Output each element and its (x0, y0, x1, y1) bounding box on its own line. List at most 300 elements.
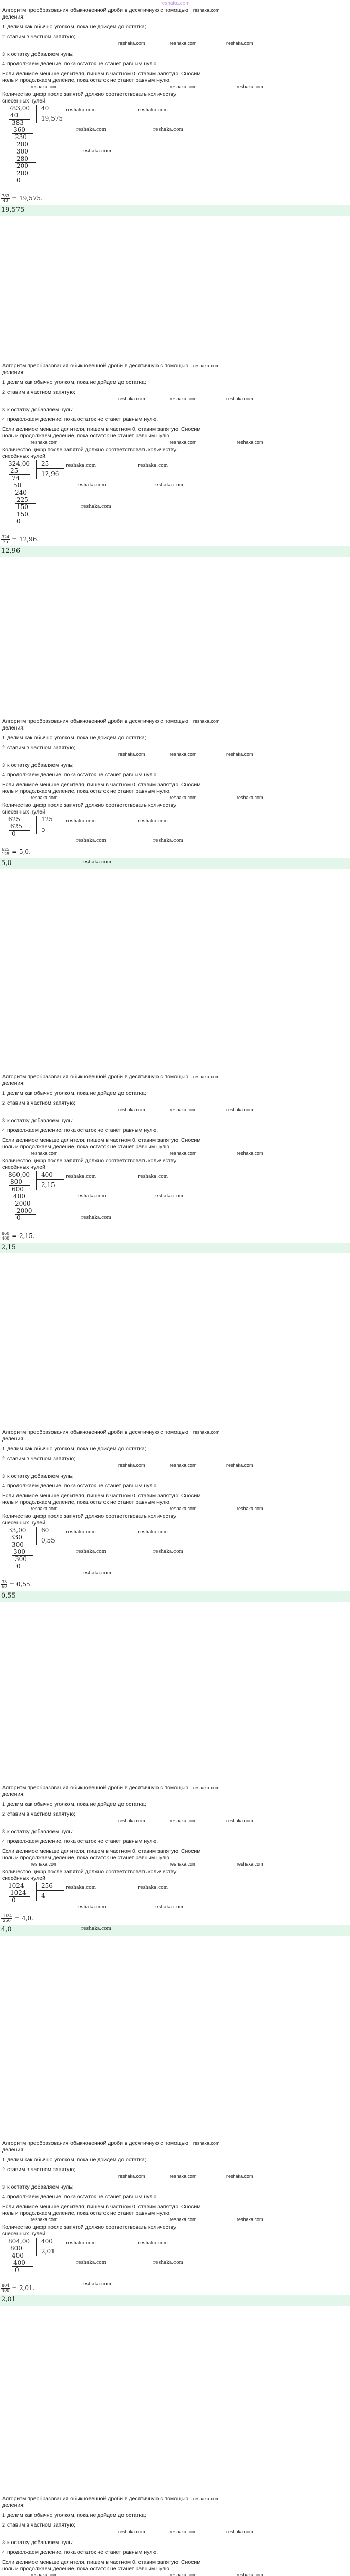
count-line-1: Количество цифр после запятой должно соответствовать количеству (2, 91, 177, 97)
watermark: reshaka.com (170, 2173, 197, 2179)
answer-highlight (0, 858, 350, 869)
rule-line-1: Если делимое меньше делителя, пишем в частном 0, ставим запятую. Сносим (2, 2558, 201, 2565)
denominator: 256 (3, 1918, 11, 1923)
division-bar (36, 816, 37, 834)
watermark: reshaka.com (31, 2572, 58, 2576)
step-marker: 4 (2, 772, 5, 777)
count-line-2: снесённых нулей. (2, 1875, 47, 1882)
watermark: reshaka.com (170, 2529, 197, 2534)
intro-text (2, 718, 348, 732)
division-step: 300 (15, 1555, 27, 1563)
step-item (2, 2549, 348, 2556)
watermark-row (0, 1506, 350, 1513)
step-item (2, 416, 348, 423)
rule-text (2, 426, 348, 439)
intro-line-1: Алгоритм преобразования обыкновенной дроби в десятичную с помощью (2, 1429, 188, 1435)
count-line-2: снесённых нулей. (2, 453, 47, 460)
count-text (2, 91, 348, 105)
step-text: к остатку добавляем нуль; (7, 406, 74, 413)
step-text: ставим в частном запятую; (7, 389, 75, 396)
rule-line-1: Если делимое меньше делителя, пишем в частном 0, ставим запятую. Сносим (2, 1137, 201, 1143)
watermark-row (0, 1463, 350, 1470)
step-item (2, 1811, 348, 1818)
final-dot: . (37, 536, 39, 544)
quotient: 19,575 (41, 115, 63, 123)
watermark: reshaka.com (237, 795, 264, 800)
watermark: reshaka.com (31, 795, 58, 800)
step-item (2, 1828, 348, 1835)
final-value: 19,575 (19, 195, 41, 202)
intro-line-2: деления: (2, 1080, 25, 1087)
watermark: reshaka.com (153, 1905, 184, 1910)
divisor: 256 (41, 1882, 53, 1890)
division-step: 240 (15, 489, 27, 497)
count-text (2, 1158, 348, 1171)
division-step: 400 (13, 1193, 25, 1200)
step-text: делим как обычно уголком, пока не дойдем до остатка; (7, 379, 146, 386)
count-line-1: Количество цифр после запятой должно соответствовать количеству (2, 2224, 177, 2230)
watermark-row (0, 795, 350, 802)
watermark-row (0, 1150, 350, 1158)
answer-highlight (0, 1591, 350, 1601)
watermark: reshaka.com (118, 1107, 145, 1112)
step-text: делим как обычно уголком, пока не дойдем до остатка; (7, 1801, 146, 1808)
denominator: 125 (2, 852, 10, 857)
count-text (2, 802, 348, 816)
step-item (2, 1483, 348, 1489)
watermark: reshaka.com (118, 751, 145, 757)
count-line-2: снесённых нулей. (2, 1164, 47, 1171)
division-step: 50 (13, 482, 22, 489)
dividend: 804,00 (8, 2238, 30, 2245)
watermark: reshaka.com (237, 1150, 264, 1156)
watermark: reshaka.com (170, 1150, 197, 1156)
intro-line-1: Алгоритм преобразования обыкновенной дроби в десятичную с помощью (2, 718, 188, 724)
watermark: reshaka.com (138, 819, 168, 824)
numerator: 324 (2, 535, 10, 540)
division-step: 280 (16, 155, 28, 163)
final-value: 2,15 (19, 1232, 33, 1240)
watermark: reshaka.com (192, 719, 220, 724)
numerator: 1024 (2, 1913, 12, 1919)
watermark: reshaka.com (138, 1174, 168, 1180)
rule-text (2, 1137, 348, 1150)
intro-line-1: Алгоритм преобразования обыкновенной дроби в десятичную с помощью (2, 1785, 188, 1791)
quotient-bar (36, 1179, 64, 1180)
step-text: ставим в частном запятую; (7, 1811, 75, 1818)
quotient-bar (36, 468, 64, 469)
intro-line-1: Алгоритм преобразования обыкновенной дроби в десятичную с помощью (2, 2496, 188, 2502)
watermark: reshaka.com (170, 751, 197, 757)
watermark: reshaka.com (81, 860, 112, 866)
dividend: 783,00 (8, 105, 30, 112)
intro-text (2, 2496, 348, 2509)
step-marker: 1 (2, 1802, 5, 1807)
step-text: делим как обычно уголком, пока не дойдем до остатка; (7, 1090, 146, 1097)
final-line (0, 848, 350, 856)
count-line-2: снесённых нулей. (2, 2231, 47, 2238)
division-bar (36, 2238, 37, 2256)
answer-value: 4,0 (1, 1926, 12, 1934)
watermark: reshaka.com (66, 819, 96, 824)
rule-text (2, 71, 348, 84)
rule-line-2: ноль и продолжаем деление, пока остаток не станет равным нулю. (2, 1499, 171, 1505)
step-item (2, 772, 348, 778)
watermark: reshaka.com (138, 1885, 168, 1891)
watermark: reshaka.com (138, 2241, 168, 2246)
step-text: делим как обычно уголком, пока не дойдем до остатка; (7, 2512, 146, 2519)
step-text: ставим в частном запятую; (7, 2522, 75, 2529)
step-marker: 1 (2, 735, 5, 741)
division-step: 0 (16, 1214, 21, 1222)
long-division (4, 460, 184, 532)
intro-line-1: Алгоритм преобразования обыкновенной дроби в десятичную с помощью (2, 2140, 188, 2146)
watermark-row (0, 752, 350, 759)
count-line-2: снесённых нулей. (2, 1520, 47, 1527)
division-step: 0 (16, 518, 21, 526)
watermark: reshaka.com (226, 751, 253, 757)
divisor: 60 (41, 1527, 49, 1534)
rule-line-2: ноль и продолжаем деление, пока остаток не станет равным нулю. (2, 1854, 171, 1861)
step-item (2, 2512, 348, 2519)
intro-line-2: деления: (2, 2147, 25, 2154)
watermark: reshaka.com (81, 1571, 112, 1577)
watermark: reshaka.com (226, 1818, 253, 1823)
division-step: 0 (15, 2266, 19, 2274)
count-line-1: Количество цифр после запятой должно соответствовать количеству (2, 447, 177, 453)
solution-block (0, 2140, 350, 2494)
count-line-2: снесённых нулей. (2, 98, 47, 105)
intro-text (2, 1074, 348, 1087)
step-item (2, 1100, 348, 1107)
site-name[interactable]: reshaka.com (160, 1, 190, 6)
step-marker: 3 (2, 51, 5, 57)
division-step: 2000 (15, 1200, 31, 1208)
final-value: 5,0 (19, 848, 29, 856)
answer-value: 19,575 (1, 206, 25, 214)
denominator: 40 (3, 198, 8, 204)
step-item (2, 2166, 348, 2173)
step-item (2, 1090, 348, 1097)
step-marker: 2 (2, 1811, 5, 1817)
rule-line-2: ноль и продолжаем деление, пока остаток не станет равным нулю. (2, 77, 171, 83)
equals-sign: = (9, 1581, 16, 1588)
watermark: reshaka.com (138, 1530, 168, 1535)
long-division (4, 1527, 184, 1577)
final-value: 4,0 (22, 1914, 32, 1922)
step-marker: 3 (2, 1828, 5, 1834)
watermark: reshaka.com (76, 1549, 107, 1555)
quotient: 4 (41, 1892, 45, 1900)
step-marker: 4 (2, 416, 5, 422)
step-text: к остатку добавляем нуль; (7, 1828, 74, 1835)
step-text: к остатку добавляем нуль; (7, 50, 74, 57)
numerator: 804 (2, 2283, 10, 2289)
step-text: делим как обычно уголком, пока не дойдем до остатка; (7, 1446, 146, 1452)
division-step: 40 (10, 112, 19, 120)
count-line-1: Количество цифр после запятой должно соответствовать количеству (2, 1158, 177, 1164)
watermark: reshaka.com (118, 1462, 145, 1468)
watermark: reshaka.com (31, 1150, 58, 1156)
final-dot: . (29, 848, 31, 856)
step-item (2, 51, 348, 58)
step-text: продолжаем деление, пока остаток не станет равным нулю. (7, 1482, 159, 1489)
step-marker: 1 (2, 1091, 5, 1096)
step-text: делим как обычно уголком, пока не дойдем до остатка; (7, 2157, 146, 2163)
final-dot: . (30, 1581, 32, 1588)
numerator: 783 (2, 194, 10, 199)
step-text: ставим в частном запятую; (7, 1455, 75, 1462)
watermark: reshaka.com (170, 1462, 197, 1468)
watermark: reshaka.com (76, 483, 107, 488)
final-dot: . (32, 1232, 35, 1240)
step-marker: 4 (2, 61, 5, 66)
watermark: reshaka.com (170, 795, 197, 800)
watermark: reshaka.com (31, 439, 58, 445)
final-dot: . (32, 2284, 35, 2292)
watermark: reshaka.com (81, 1215, 112, 1221)
step-marker: 3 (2, 2539, 5, 2545)
division-step: 300 (12, 1541, 24, 1549)
watermark: reshaka.com (118, 40, 145, 46)
intro-line-2: деления: (2, 1436, 25, 1443)
long-division (4, 816, 184, 866)
step-marker: 3 (2, 1117, 5, 1123)
rule-line-2: ноль и продолжаем деление, пока остаток не станет равным нулю. (2, 432, 171, 439)
quotient: 0,55 (41, 1537, 55, 1545)
intro-text (2, 363, 348, 376)
answer-highlight (0, 2295, 350, 2305)
watermark: reshaka.com (192, 2496, 220, 2501)
long-division (4, 2238, 184, 2287)
step-item (2, 762, 348, 769)
intro-line-2: деления: (2, 14, 25, 21)
step-marker: 1 (2, 1446, 5, 1452)
solution-block (0, 1785, 350, 2138)
intro-line-2: деления: (2, 725, 25, 732)
division-step: 230 (15, 133, 27, 141)
step-marker: 4 (2, 2194, 5, 2199)
watermark-row (0, 2174, 350, 2181)
watermark: reshaka.com (237, 2217, 264, 2222)
watermark: reshaka.com (226, 1462, 253, 1468)
watermark: reshaka.com (31, 1861, 58, 1867)
step-item (2, 24, 348, 30)
watermark: reshaka.com (170, 2217, 197, 2222)
watermark: reshaka.com (170, 40, 197, 46)
divisor: 125 (41, 816, 53, 823)
division-step: 200 (16, 170, 28, 177)
equals-sign: = (12, 2284, 19, 2292)
intro-line-1: Алгоритм преобразования обыкновенной дроби в десятичную с помощью (2, 7, 188, 13)
step-marker: 4 (2, 2549, 5, 2555)
step-text: продолжаем деление, пока остаток не станет равным нулю. (7, 60, 159, 67)
division-step: 330 (10, 1534, 22, 1541)
quotient: 2,01 (41, 2248, 55, 2256)
count-line-2: снесённых нулей. (2, 809, 47, 816)
quotient: 12,96 (41, 470, 59, 478)
rule-line-2: ноль и продолжаем деление, пока остаток не станет равным нулю. (2, 788, 171, 794)
watermark-row (0, 396, 350, 403)
count-line-1: Количество цифр после запятой должно соответствовать количеству (2, 1513, 177, 1519)
watermark: reshaka.com (237, 84, 264, 89)
step-text: к остатку добавляем нуль; (7, 761, 74, 768)
watermark: reshaka.com (153, 838, 184, 844)
equals-sign: = (12, 848, 19, 856)
rule-line-1: Если делимое меньше делителя, пишем в частном 0, ставим запятую. Сносим (2, 781, 201, 788)
watermark: reshaka.com (192, 363, 220, 368)
watermark: reshaka.com (192, 1430, 220, 1435)
step-marker: 4 (2, 1127, 5, 1133)
division-step: 800 (10, 1178, 22, 1186)
final-value: 0,55 (16, 1581, 30, 1588)
final-line (0, 1580, 350, 1589)
watermark: reshaka.com (153, 127, 184, 133)
watermark: reshaka.com (66, 108, 96, 113)
answer-value: 2,15 (1, 1244, 16, 1252)
division-step: 0 (16, 177, 21, 184)
watermark: reshaka.com (237, 2572, 264, 2576)
step-marker: 2 (2, 1100, 5, 1106)
step-marker: 1 (2, 2157, 5, 2163)
watermark: reshaka.com (170, 396, 197, 401)
fraction (1, 1580, 7, 1589)
division-step: 300 (16, 148, 28, 156)
watermark: reshaka.com (76, 2260, 107, 2266)
intro-text (2, 7, 348, 21)
watermark: reshaka.com (138, 108, 168, 113)
equals-sign: = (12, 195, 19, 202)
step-text: делим как обычно уголком, пока не дойдем до остатка; (7, 24, 146, 30)
division-step: 2000 (16, 1207, 32, 1215)
step-text: продолжаем деление, пока остаток не станет равным нулю. (7, 2193, 159, 2200)
watermark: reshaka.com (237, 439, 264, 445)
count-text (2, 1869, 348, 1882)
watermark: reshaka.com (170, 439, 197, 445)
fraction (1, 194, 10, 203)
site-header (0, 0, 350, 7)
watermark: reshaka.com (192, 2141, 220, 2146)
division-step: 0 (12, 830, 16, 838)
answer-highlight (0, 205, 350, 215)
watermark: reshaka.com (81, 149, 112, 155)
watermark: reshaka.com (237, 1861, 264, 1867)
quotient: 2,15 (41, 1181, 55, 1189)
watermark: reshaka.com (192, 1074, 220, 1079)
step-item (2, 379, 348, 386)
step-item (2, 1838, 348, 1845)
numerator: 860 (2, 1231, 10, 1236)
count-text (2, 1513, 348, 1527)
watermark: reshaka.com (76, 1905, 107, 1910)
watermark-row (0, 439, 350, 447)
division-step: 400 (12, 2252, 24, 2260)
numerator: 33 (2, 1580, 7, 1585)
watermark: reshaka.com (170, 1506, 197, 1511)
step-text: продолжаем деление, пока остаток не станет равным нулю. (7, 1838, 159, 1844)
step-item (2, 1127, 348, 1134)
solution-block (0, 7, 350, 361)
final-line (0, 194, 350, 203)
watermark: reshaka.com (237, 1506, 264, 1511)
step-text: ставим в частном запятую; (7, 1100, 75, 1107)
solution-block (0, 363, 350, 716)
final-line (0, 535, 350, 544)
rule-line-2: ноль и продолжаем деление, пока остаток не станет равным нулю. (2, 2210, 171, 2216)
count-text (2, 447, 348, 460)
step-item (2, 1801, 348, 1808)
step-marker: 2 (2, 2522, 5, 2528)
step-marker: 3 (2, 2184, 5, 2190)
final-dot: . (31, 1914, 33, 1922)
fraction (1, 535, 10, 544)
step-marker: 4 (2, 1838, 5, 1844)
dividend: 33,00 (8, 1527, 26, 1534)
step-item (2, 2184, 348, 2191)
watermark: reshaka.com (66, 1174, 96, 1180)
rule-line-1: Если делимое меньше делителя, пишем в частном 0, ставим запятую. Сносим (2, 2203, 201, 2210)
watermark: reshaka.com (66, 463, 96, 469)
division-step: 150 (16, 511, 28, 518)
step-marker: 1 (2, 380, 5, 385)
watermark-row (0, 1818, 350, 1825)
step-item (2, 735, 348, 741)
watermark: reshaka.com (153, 2260, 184, 2266)
step-marker: 3 (2, 762, 5, 768)
division-step: 800 (10, 2245, 22, 2252)
step-item (2, 2539, 348, 2546)
watermark: reshaka.com (153, 1194, 184, 1199)
watermark: reshaka.com (118, 2529, 145, 2534)
step-marker: 3 (2, 1473, 5, 1479)
watermark: reshaka.com (66, 2241, 96, 2246)
step-text: продолжаем деление, пока остаток не станет равным нулю. (7, 771, 159, 778)
watermark-row (0, 2529, 350, 2536)
divisor: 25 (41, 460, 49, 468)
step-text: к остатку добавляем нуль; (7, 2539, 74, 2546)
equals-sign: = (12, 1232, 19, 1240)
watermark: reshaka.com (226, 1107, 253, 1112)
division-bar (36, 1527, 37, 1545)
step-text: ставим в частном запятую; (7, 744, 75, 751)
watermark: reshaka.com (66, 1885, 96, 1891)
watermark: reshaka.com (226, 396, 253, 401)
rule-line-2: ноль и продолжаем деление, пока остаток не станет равным нулю. (2, 2565, 171, 2572)
watermark: reshaka.com (226, 2173, 253, 2179)
step-text: ставим в частном запятую; (7, 2166, 75, 2173)
step-marker: 2 (2, 1456, 5, 1462)
step-text: делим как обычно уголком, пока не дойдем до остатка; (7, 735, 146, 741)
intro-line-1: Алгоритм преобразования обыкновенной дроби в десятичную с помощью (2, 363, 188, 369)
quotient: 5 (41, 826, 45, 834)
count-line-1: Количество цифр после запятой должно соответствовать количеству (2, 1869, 177, 1875)
step-text: к остатку добавляем нуль; (7, 2183, 74, 2190)
rule-line-1: Если делимое меньше делителя, пишем в частном 0, ставим запятую. Сносим (2, 1848, 201, 1854)
step-text: ставим в частном запятую; (7, 33, 75, 40)
step-text: продолжаем деление, пока остаток не станет равным нулю. (7, 2549, 159, 2555)
fraction (1, 848, 10, 856)
division-bar (36, 1171, 37, 1190)
step-item (2, 2522, 348, 2529)
division-step: 360 (13, 126, 25, 134)
watermark: reshaka.com (192, 8, 220, 13)
step-marker: 2 (2, 34, 5, 40)
division-bar (36, 105, 37, 123)
division-step: 225 (16, 496, 28, 504)
step-item (2, 389, 348, 396)
step-item (2, 2157, 348, 2163)
watermark-row (0, 2217, 350, 2224)
